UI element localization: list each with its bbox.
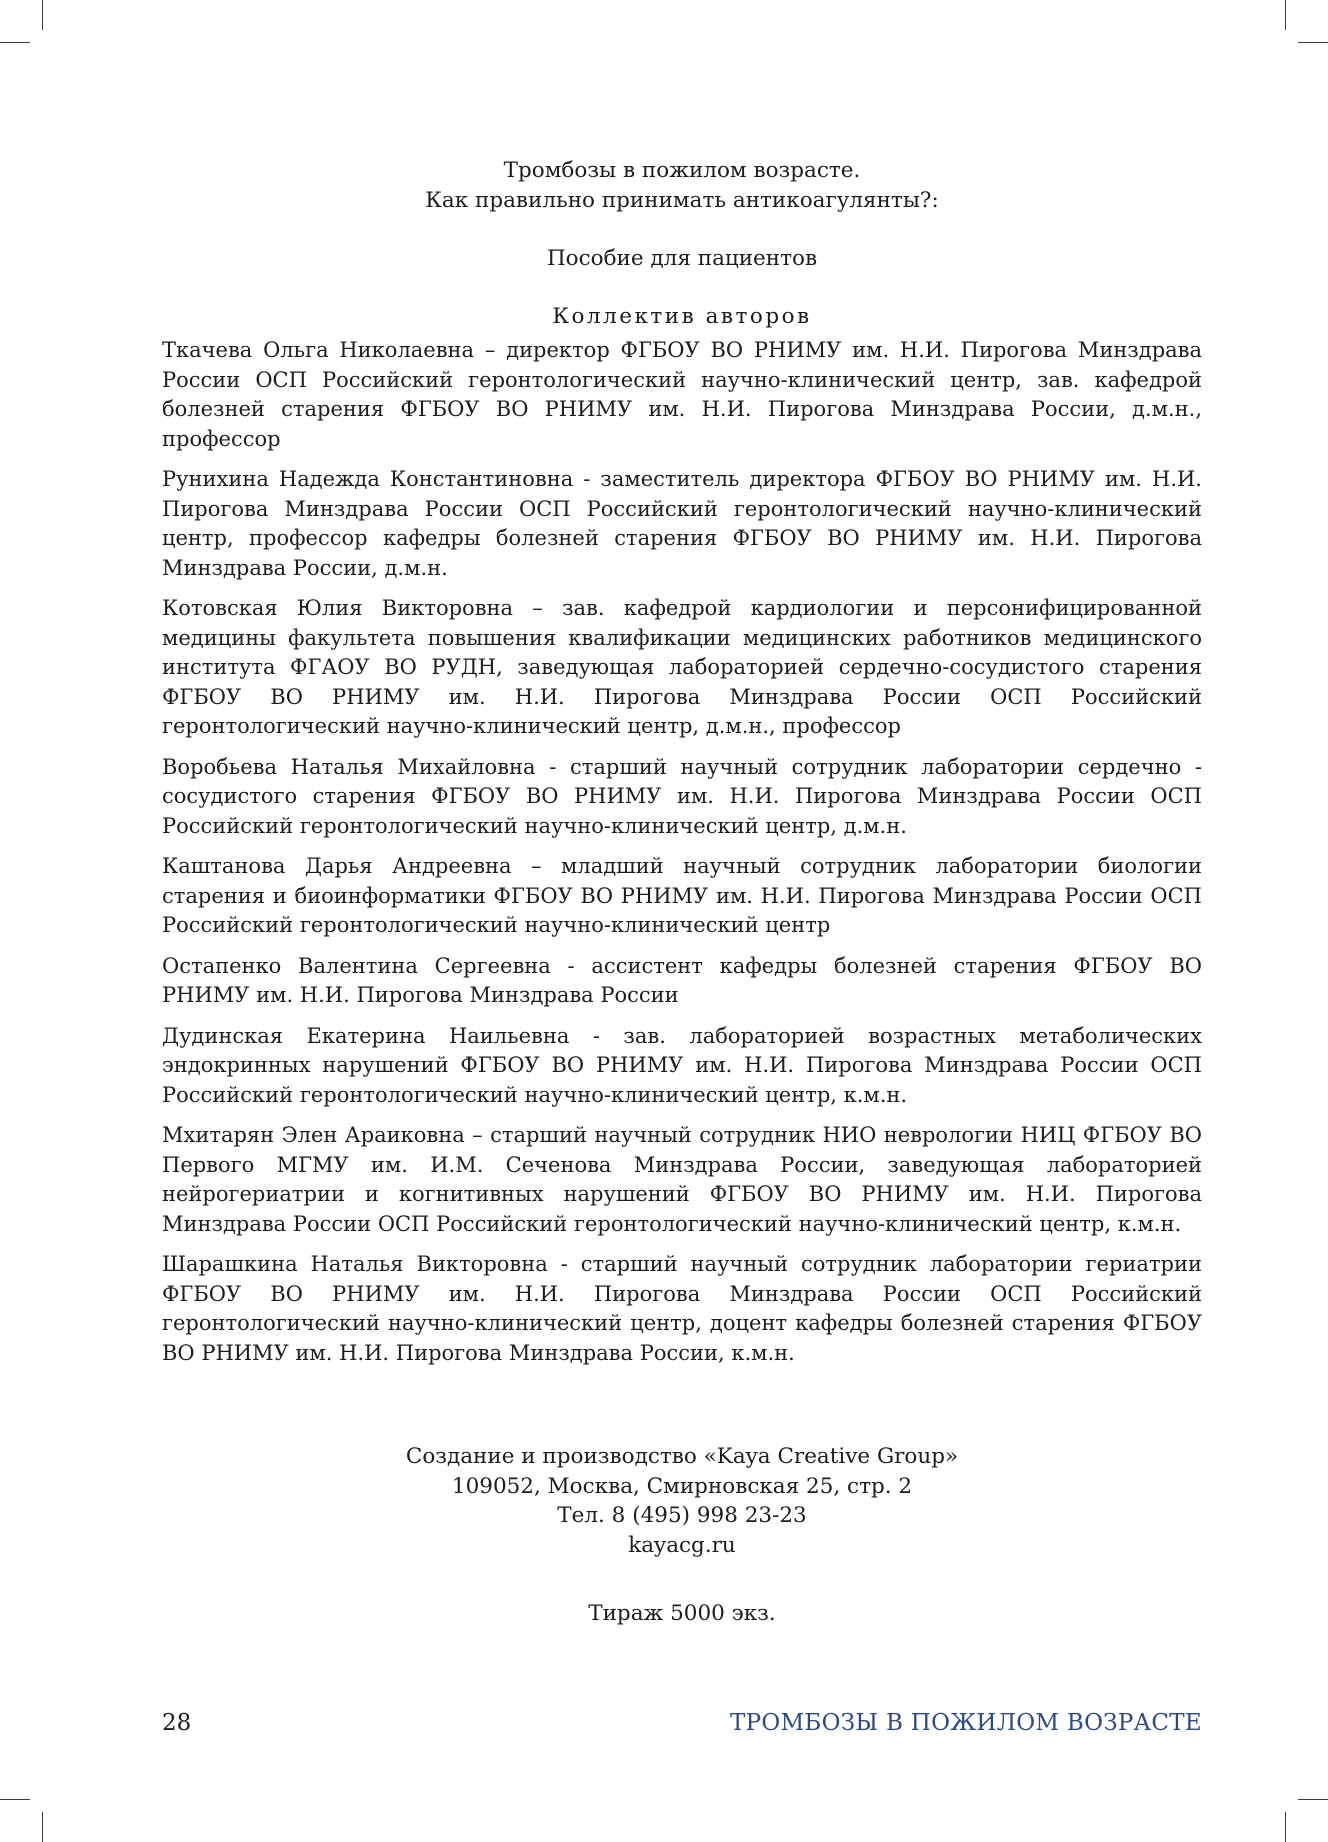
- crop-mark-top-right-horizontal: [1298, 42, 1328, 43]
- page-content: [162, 156, 1202, 1629]
- book-title-line-1: Тромбозы в пожилом возрасте.: [503, 158, 861, 183]
- crop-mark-bottom-left-horizontal: [0, 1799, 30, 1800]
- page-number: 28: [162, 1710, 192, 1736]
- crop-mark-bottom-right-horizontal: [1298, 1799, 1328, 1800]
- author-entry: Ткачева Ольга Николаевна – директор ФГБОУ ВО РНИМУ им. Н.И. Пирогова Минздрава России ОСП Российский геронтологический научно-клинический центр, зав. кафедрой болезней старения ФГБОУ ВО РНИМУ им. Н.И. Пирогова Минздрава России, д.м.н., профессор: [162, 338, 1202, 451]
- author-entry: Мхитарян Элен Араиковна – старший научный сотрудник НИО неврологии НИЦ ФГБОУ ВО Первого МГМУ им. И.М. Сеченова Минздрава России, заведующая лабораторией нейрогериатрии и когнитивных нарушений ФГБОУ ВО РНИМУ им. Н.И. Пирогова Минздрава России ОСП Российский геронтологический научно-клинический центр, к.м.н.: [162, 1123, 1202, 1236]
- crop-mark-top-left-horizontal: [0, 42, 30, 43]
- imprint-phone: Тел. 8 (495) 998 23-23: [557, 1503, 807, 1528]
- author-entry: Котовская Юлия Викторовна – зав. кафедрой кардиологии и персонифицированной медицины факультета повышения квалификации медицинских работников медицинского института ФГАОУ ВО РУДН, заведующая лабораторией сердечно-сосудистого старения ФГБОУ ВО РНИМУ им. Н.И. Пирогова Минздрава России ОСП Российский геронтологический научно-клинический центр, д.м.н., профессор: [162, 596, 1202, 738]
- authors-heading: Коллектив авторов: [552, 304, 812, 329]
- author-entry: Дудинская Екатерина Наильевна - зав. лабораторией возрастных метаболических эндокринных нарушений ФГБОУ ВО РНИМУ им. Н.И. Пирогова Минздрава России ОСП Российский геронтологический научно-клинический центр, к.м.н.: [162, 1023, 1202, 1107]
- print-run: Тираж 5000 экз.: [588, 1601, 776, 1626]
- author-entry: Воробьева Наталья Михайловна - старший научный сотрудник лаборатории сердечно - сосудистого старения ФГБОУ ВО РНИМУ им. Н.И. Пирогова Минздрава России ОСП Российский геронтологический научно-клинический центр, д.м.н.: [162, 754, 1202, 838]
- crop-mark-bottom-right-vertical: [1285, 1812, 1286, 1842]
- author-entry: Рунихина Надежда Константиновна - заместитель директора ФГБОУ ВО РНИМУ им. Н.И. Пирогова Минздрава России ОСП Российский геронтологический научно-клинический центр, профессор кафедры болезней старения ФГБОУ ВО РНИМУ им. Н.И. Пирогова Минздрава России, д.м.н.: [162, 467, 1202, 580]
- author-entry: Каштанова Дарья Андреевна – младший научный сотрудник лаборатории биологии старения и биоинформатики ФГБОУ ВО РНИМУ им. Н.И. Пирогова Минздрава России ОСП Российский геронтологический научно-клинический центр: [162, 854, 1202, 937]
- book-title-line-2: Как правильно принимать антикоагулянты?:: [425, 188, 939, 213]
- crop-mark-top-right-vertical: [1285, 0, 1286, 30]
- imprint-address: 109052, Москва, Смирновская 25, стр. 2: [451, 1473, 913, 1499]
- authors-list: [162, 336, 1202, 1368]
- crop-mark-bottom-left-vertical: [42, 1812, 43, 1842]
- imprint-publisher: Создание и производство «Kaya Creative Group»: [405, 1444, 959, 1469]
- author-entry: Шарашкина Наталья Викторовна - старший научный сотрудник лаборатории гериатрии ФГБОУ ВО РНИМУ им. Н.И. Пирогова Минздрава России ОСП Российский геронтологический научно-клинический центр, доцент кафедры болезней старения ФГБОУ ВО РНИМУ им. Н.И. Пирогова Минздрава России, к.м.н.: [162, 1252, 1202, 1365]
- running-title: ТРОМБОЗЫ В ПОЖИЛОМ ВОЗРАСТЕ: [730, 1710, 1202, 1736]
- imprint-block: [162, 1442, 1202, 1560]
- author-entry: Остапенко Валентина Сергеевна - ассистент кафедры болезней старения ФГБОУ ВО РНИМУ им. Н.И. Пирогова Минздрава России: [162, 953, 1202, 1007]
- imprint-website: kayacg.ru: [628, 1532, 736, 1558]
- crop-mark-top-left-vertical: [42, 0, 43, 30]
- book-subtitle: Пособие для пациентов: [546, 246, 818, 271]
